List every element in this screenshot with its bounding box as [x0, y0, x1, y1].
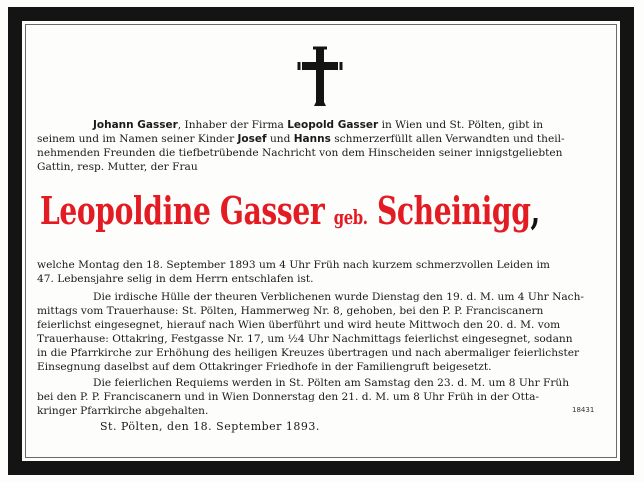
requiem-paragraph: Die feierlichen Requiems werden in St. Pölten am Samstag den 23. d. M. um 8 Uhr Früh bei den P. P. Franciscanern und in Wien Donnerstag den 21. d. M. um 8 Uhr Früh in der Otta- kringer Pfarrkirche abgehalten. — [37, 377, 570, 417]
reference-number: 18431 — [572, 406, 595, 414]
latin-cross-icon — [296, 44, 344, 108]
geb-label: geb. — [333, 205, 368, 229]
deceased-name-headline — [40, 188, 600, 246]
intro-line-4: Gattin, resp. Mutter, der Frau — [37, 161, 198, 173]
death-paragraph: welche Montag den 18. September 1893 um 4 Uhr Früh nach kurzem schmerzvollen Leiden im 47. Lebensjahre selig in dem Herrn entschlafen ist. — [37, 259, 550, 285]
husband-name: Johann Gasser — [93, 119, 178, 131]
firm-name: Leopold Gasser — [287, 119, 379, 131]
child-name-josef: Josef — [237, 133, 267, 145]
place-and-date: St. Pölten, den 18. September 1893. — [100, 420, 320, 433]
deceased-name: Leopoldine Gasser geb. Scheinigg, — [40, 188, 540, 233]
announcement-intro: Johann Gasser, Inhaber der Firma Leopold Gasser in Wien und St. Pölten, gibt in seinem und im Namen seiner Kinder Josef und Hanns schmerzerfüllt allen Verwandten und theil- nehmenden Freunden die tiefbetrübende Nachricht von dem Hinscheiden seiner innigstgeliebten Gattin, resp. Mutter, der Frau — [37, 118, 597, 174]
funeral-paragraph: Die irdische Hülle der theuren Verblichenen wurde Dienstag den 19. d. M. um 4 Uhr Nach- mittags vom Trauerhause: St. Pölten, Hammerweg Nr. 8, gehoben, bei den P. P. Franciscanern feierlichst eingesegnet, hierauf nach Wien überführt und wird heute Mittwoch den 20. d. M. vom Trauerhause: Ottakring, Festgasse Nr. 17, um ½4 Uhr Nachmittags feierlichst eingesegnet, sodann in die Pfarrkirche zur Erhöhung des heiligen Kreuzes übertragen und nach abermaliger feierlichster Einsegnung daselbst auf dem Ottakringer Friedhofe in der Familiengruft beigesetzt. — [37, 291, 585, 373]
maiden-name: Scheinigg — [376, 188, 531, 233]
intro-line-3: nehmenden Freunden die tiefbetrübende Nachricht von dem Hinscheiden seiner innigstgeliebten — [37, 147, 563, 159]
child-name-hanns: Hanns — [293, 133, 331, 145]
